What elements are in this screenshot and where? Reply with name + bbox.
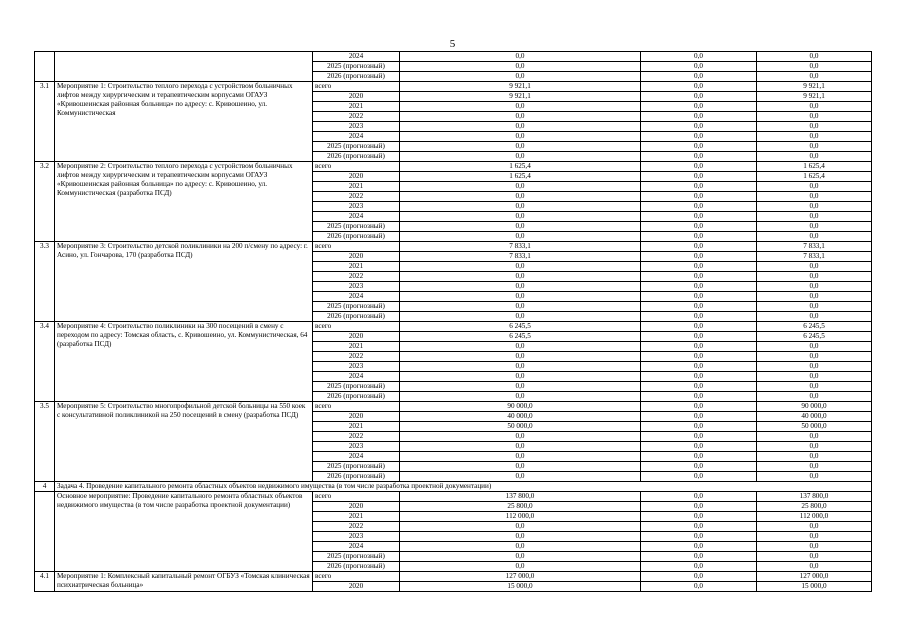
- regional-value: 9 921,1: [757, 92, 872, 102]
- year-cell: 2026 (прогнозный): [313, 232, 400, 242]
- regional-value: 90 000,0: [757, 402, 872, 412]
- year-cell: 2025 (прогнозный): [313, 142, 400, 152]
- year-cell: 2026 (прогнозный): [313, 472, 400, 482]
- year-cell: 2022: [313, 352, 400, 362]
- total-value: 0,0: [400, 342, 641, 352]
- year-cell: всего: [313, 242, 400, 252]
- federal-value: 0,0: [641, 142, 757, 152]
- total-value: 0,0: [400, 532, 641, 542]
- total-value: 25 800,0: [400, 502, 641, 512]
- table-row: [35, 402, 872, 412]
- federal-value: 0,0: [641, 272, 757, 282]
- regional-value: 0,0: [757, 212, 872, 222]
- regional-value: 0,0: [757, 152, 872, 162]
- total-value: 0,0: [400, 152, 641, 162]
- federal-value: 0,0: [641, 322, 757, 332]
- total-value: 0,0: [400, 202, 641, 212]
- federal-value: 0,0: [641, 192, 757, 202]
- federal-value: 0,0: [641, 562, 757, 572]
- table-row: [35, 242, 872, 252]
- year-cell: 2020: [313, 582, 400, 592]
- regional-value: 0,0: [757, 432, 872, 442]
- regional-value: 50 000,0: [757, 422, 872, 432]
- federal-value: 0,0: [641, 332, 757, 342]
- year-cell: всего: [313, 322, 400, 332]
- year-cell: 2020: [313, 412, 400, 422]
- total-value: 0,0: [400, 442, 641, 452]
- row-number: 4: [35, 482, 55, 492]
- regional-value: 40 000,0: [757, 412, 872, 422]
- total-value: 90 000,0: [400, 402, 641, 412]
- federal-value: 0,0: [641, 522, 757, 532]
- year-cell: 2022: [313, 112, 400, 122]
- year-cell: 2023: [313, 282, 400, 292]
- regional-value: 1 625,4: [757, 162, 872, 172]
- total-value: 9 921,1: [400, 92, 641, 102]
- table-row: [35, 572, 872, 582]
- year-cell: 2022: [313, 272, 400, 282]
- year-cell: 2023: [313, 362, 400, 372]
- year-cell: 2020: [313, 172, 400, 182]
- page-number: 5: [449, 38, 456, 50]
- year-cell: всего: [313, 162, 400, 172]
- regional-value: 0,0: [757, 272, 872, 282]
- total-value: 0,0: [400, 222, 641, 232]
- total-value: 0,0: [400, 192, 641, 202]
- year-cell: 2025 (прогнозный): [313, 552, 400, 562]
- year-cell: 2022: [313, 192, 400, 202]
- year-cell: 2022: [313, 522, 400, 532]
- year-cell: 2026 (прогнозный): [313, 312, 400, 322]
- federal-value: 0,0: [641, 442, 757, 452]
- year-cell: 2023: [313, 442, 400, 452]
- year-cell: 2024: [313, 372, 400, 382]
- total-value: 6 245,5: [400, 322, 641, 332]
- table-row: [35, 82, 872, 92]
- federal-value: 0,0: [641, 552, 757, 562]
- federal-value: 0,0: [641, 392, 757, 402]
- federal-value: 0,0: [641, 352, 757, 362]
- activity-name: Мероприятие 1: Комплексный капитальный ремонт ОГБУЗ «Томская клиническая психиатрическая больница»: [55, 572, 313, 592]
- regional-value: 0,0: [757, 372, 872, 382]
- federal-value: 0,0: [641, 172, 757, 182]
- total-value: 0,0: [400, 262, 641, 272]
- year-cell: всего: [313, 402, 400, 412]
- row-number: 4.1: [35, 572, 55, 592]
- row-number: 3.3: [35, 242, 55, 322]
- regional-value: 0,0: [757, 282, 872, 292]
- total-value: 0,0: [400, 132, 641, 142]
- regional-value: 0,0: [757, 392, 872, 402]
- financing-table: [34, 51, 872, 592]
- federal-value: 0,0: [641, 412, 757, 422]
- regional-value: 0,0: [757, 352, 872, 362]
- regional-value: 0,0: [757, 532, 872, 542]
- regional-value: 0,0: [757, 222, 872, 232]
- year-cell: 2023: [313, 202, 400, 212]
- activity-name: Мероприятие 2: Строительство теплого перехода с устройством больничных лифтов между хирургическим и терапевтическим корпусами ОГАУЗ «Кривошеинская районная больница» по адресу: с. Кривошеино, ул. Коммунистическая (разработка ПСД): [55, 162, 313, 242]
- regional-value: 0,0: [757, 62, 872, 72]
- federal-value: 0,0: [641, 82, 757, 92]
- year-cell: 2021: [313, 262, 400, 272]
- total-value: 0,0: [400, 352, 641, 362]
- year-cell: 2025 (прогнозный): [313, 462, 400, 472]
- year-cell: 2023: [313, 122, 400, 132]
- federal-value: 0,0: [641, 162, 757, 172]
- total-value: 127 000,0: [400, 572, 641, 582]
- regional-value: 0,0: [757, 452, 872, 462]
- total-value: 0,0: [400, 232, 641, 242]
- activity-name: Основное мероприятие: Проведение капитального ремонта областных объектов недвижимого имущества (в том числе разработка проектной документации): [55, 492, 313, 572]
- federal-value: 0,0: [641, 152, 757, 162]
- year-cell: 2026 (прогнозный): [313, 392, 400, 402]
- regional-value: 0,0: [757, 312, 872, 322]
- federal-value: 0,0: [641, 472, 757, 482]
- total-value: 112 000,0: [400, 512, 641, 522]
- total-value: 7 833,1: [400, 252, 641, 262]
- regional-value: 0,0: [757, 562, 872, 572]
- federal-value: 0,0: [641, 462, 757, 472]
- year-cell: 2025 (прогнозный): [313, 302, 400, 312]
- regional-value: 0,0: [757, 342, 872, 352]
- row-number: 3.2: [35, 162, 55, 242]
- total-value: 0,0: [400, 282, 641, 292]
- federal-value: 0,0: [641, 342, 757, 352]
- year-cell: 2020: [313, 92, 400, 102]
- year-cell: 2026 (прогнозный): [313, 152, 400, 162]
- year-cell: 2025 (прогнозный): [313, 62, 400, 72]
- federal-value: 0,0: [641, 542, 757, 552]
- federal-value: 0,0: [641, 312, 757, 322]
- federal-value: 0,0: [641, 302, 757, 312]
- regional-value: 112 000,0: [757, 512, 872, 522]
- federal-value: 0,0: [641, 372, 757, 382]
- total-value: 7 833,1: [400, 242, 641, 252]
- total-value: 0,0: [400, 52, 641, 62]
- total-value: 0,0: [400, 392, 641, 402]
- total-value: 0,0: [400, 362, 641, 372]
- regional-value: 7 833,1: [757, 242, 872, 252]
- total-value: 40 000,0: [400, 412, 641, 422]
- row-number: 3.1: [35, 82, 55, 162]
- total-value: 1 625,4: [400, 172, 641, 182]
- federal-value: 0,0: [641, 452, 757, 462]
- regional-value: 0,0: [757, 112, 872, 122]
- total-value: 0,0: [400, 302, 641, 312]
- year-cell: 2025 (прогнозный): [313, 222, 400, 232]
- total-value: 0,0: [400, 182, 641, 192]
- year-cell: 2021: [313, 102, 400, 112]
- table-row: [35, 492, 872, 502]
- regional-value: 0,0: [757, 552, 872, 562]
- regional-value: 25 800,0: [757, 502, 872, 512]
- total-value: 15 000,0: [400, 582, 641, 592]
- year-cell: 2023: [313, 532, 400, 542]
- year-cell: 2026 (прогнозный): [313, 562, 400, 572]
- regional-value: 0,0: [757, 542, 872, 552]
- regional-value: 0,0: [757, 72, 872, 82]
- regional-value: 0,0: [757, 292, 872, 302]
- total-value: 137 800,0: [400, 492, 641, 502]
- year-cell: 2021: [313, 342, 400, 352]
- regional-value: 6 245,5: [757, 322, 872, 332]
- row-number: 3.4: [35, 322, 55, 402]
- total-value: 0,0: [400, 542, 641, 552]
- year-cell: 2021: [313, 512, 400, 522]
- federal-value: 0,0: [641, 292, 757, 302]
- year-cell: 2020: [313, 252, 400, 262]
- total-value: 0,0: [400, 62, 641, 72]
- total-value: 0,0: [400, 102, 641, 112]
- total-value: 0,0: [400, 292, 641, 302]
- total-value: 1 625,4: [400, 162, 641, 172]
- year-cell: всего: [313, 492, 400, 502]
- regional-value: 1 625,4: [757, 172, 872, 182]
- total-value: 9 921,1: [400, 82, 641, 92]
- total-value: 6 245,5: [400, 332, 641, 342]
- table-row: [35, 482, 872, 492]
- year-cell: 2020: [313, 502, 400, 512]
- total-value: 50 000,0: [400, 422, 641, 432]
- regional-value: 0,0: [757, 462, 872, 472]
- year-cell: 2024: [313, 542, 400, 552]
- regional-value: 0,0: [757, 472, 872, 482]
- regional-value: 0,0: [757, 302, 872, 312]
- federal-value: 0,0: [641, 382, 757, 392]
- federal-value: 0,0: [641, 202, 757, 212]
- regional-value: 0,0: [757, 132, 872, 142]
- federal-value: 0,0: [641, 52, 757, 62]
- year-cell: 2024: [313, 132, 400, 142]
- regional-value: 0,0: [757, 522, 872, 532]
- regional-value: 0,0: [757, 142, 872, 152]
- federal-value: 0,0: [641, 252, 757, 262]
- federal-value: 0,0: [641, 212, 757, 222]
- total-value: 0,0: [400, 452, 641, 462]
- table-row: [35, 162, 872, 172]
- federal-value: 0,0: [641, 582, 757, 592]
- federal-value: 0,0: [641, 222, 757, 232]
- total-value: 0,0: [400, 72, 641, 82]
- total-value: 0,0: [400, 432, 641, 442]
- federal-value: 0,0: [641, 492, 757, 502]
- total-value: 0,0: [400, 142, 641, 152]
- federal-value: 0,0: [641, 362, 757, 372]
- federal-value: 0,0: [641, 422, 757, 432]
- regional-value: 0,0: [757, 262, 872, 272]
- year-cell: 2022: [313, 432, 400, 442]
- regional-value: 0,0: [757, 52, 872, 62]
- federal-value: 0,0: [641, 122, 757, 132]
- total-value: 0,0: [400, 372, 641, 382]
- total-value: 0,0: [400, 552, 641, 562]
- federal-value: 0,0: [641, 502, 757, 512]
- total-value: 0,0: [400, 272, 641, 282]
- regional-value: 0,0: [757, 232, 872, 242]
- activity-name: Мероприятие 5: Строительство многопрофильной детской больницы на 550 коек с консультативной поликлиникой на 250 посещений в смену (разработка ПСД): [55, 402, 313, 482]
- regional-value: 0,0: [757, 102, 872, 112]
- regional-value: 9 921,1: [757, 82, 872, 92]
- federal-value: 0,0: [641, 92, 757, 102]
- table-row: [35, 322, 872, 332]
- federal-value: 0,0: [641, 432, 757, 442]
- year-cell: всего: [313, 572, 400, 582]
- row-number: [35, 52, 55, 82]
- task-title: Задача 4. Проведение капитального ремонта областных объектов недвижимого имущества (в том числе разработка проектной документации): [55, 482, 872, 492]
- total-value: 0,0: [400, 212, 641, 222]
- federal-value: 0,0: [641, 402, 757, 412]
- federal-value: 0,0: [641, 262, 757, 272]
- regional-value: 0,0: [757, 442, 872, 452]
- federal-value: 0,0: [641, 72, 757, 82]
- federal-value: 0,0: [641, 62, 757, 72]
- regional-value: 0,0: [757, 182, 872, 192]
- activity-name: Мероприятие 1: Строительство теплого перехода с устройством больничных лифтов между хирургическим и терапевтическим корпусами ОГАУЗ «Кривошеинская районная больница» по адресу: с. Кривошеино, ул. Коммунистическая: [55, 82, 313, 162]
- regional-value: 0,0: [757, 192, 872, 202]
- regional-value: 0,0: [757, 202, 872, 212]
- year-cell: 2024: [313, 292, 400, 302]
- year-cell: 2020: [313, 332, 400, 342]
- regional-value: 0,0: [757, 122, 872, 132]
- regional-value: 0,0: [757, 382, 872, 392]
- federal-value: 0,0: [641, 102, 757, 112]
- regional-value: 0,0: [757, 362, 872, 372]
- federal-value: 0,0: [641, 572, 757, 582]
- regional-value: 7 833,1: [757, 252, 872, 262]
- total-value: 0,0: [400, 382, 641, 392]
- federal-value: 0,0: [641, 232, 757, 242]
- federal-value: 0,0: [641, 242, 757, 252]
- total-value: 0,0: [400, 522, 641, 532]
- federal-value: 0,0: [641, 512, 757, 522]
- federal-value: 0,0: [641, 182, 757, 192]
- total-value: 0,0: [400, 312, 641, 322]
- total-value: 0,0: [400, 122, 641, 132]
- federal-value: 0,0: [641, 282, 757, 292]
- year-cell: 2021: [313, 422, 400, 432]
- row-number: 3.5: [35, 402, 55, 482]
- row-number: [35, 492, 55, 572]
- total-value: 0,0: [400, 112, 641, 122]
- regional-value: 137 800,0: [757, 492, 872, 502]
- activity-name: Мероприятие 3: Строительство детской поликлиники на 200 п/смену по адресу: г. Асино, ул. Гончарова, 170 (разработка ПСД): [55, 242, 313, 322]
- regional-value: 127 000,0: [757, 572, 872, 582]
- table-row: [35, 52, 872, 62]
- year-cell: 2026 (прогнозный): [313, 72, 400, 82]
- year-cell: всего: [313, 82, 400, 92]
- total-value: 0,0: [400, 562, 641, 572]
- activity-name: Мероприятие 4: Строительство поликлиники на 300 посещений в смену с переходом по адресу: Томская область, с. Кривошеино, ул. Коммунистическая, 64 (разработка ПСД): [55, 322, 313, 402]
- year-cell: 2025 (прогнозный): [313, 382, 400, 392]
- year-cell: 2024: [313, 452, 400, 462]
- year-cell: 2024: [313, 212, 400, 222]
- activity-name: [55, 52, 313, 82]
- total-value: 0,0: [400, 472, 641, 482]
- regional-value: 15 000,0: [757, 582, 872, 592]
- federal-value: 0,0: [641, 132, 757, 142]
- year-cell: 2024: [313, 52, 400, 62]
- regional-value: 6 245,5: [757, 332, 872, 342]
- total-value: 0,0: [400, 462, 641, 472]
- federal-value: 0,0: [641, 532, 757, 542]
- federal-value: 0,0: [641, 112, 757, 122]
- year-cell: 2021: [313, 182, 400, 192]
